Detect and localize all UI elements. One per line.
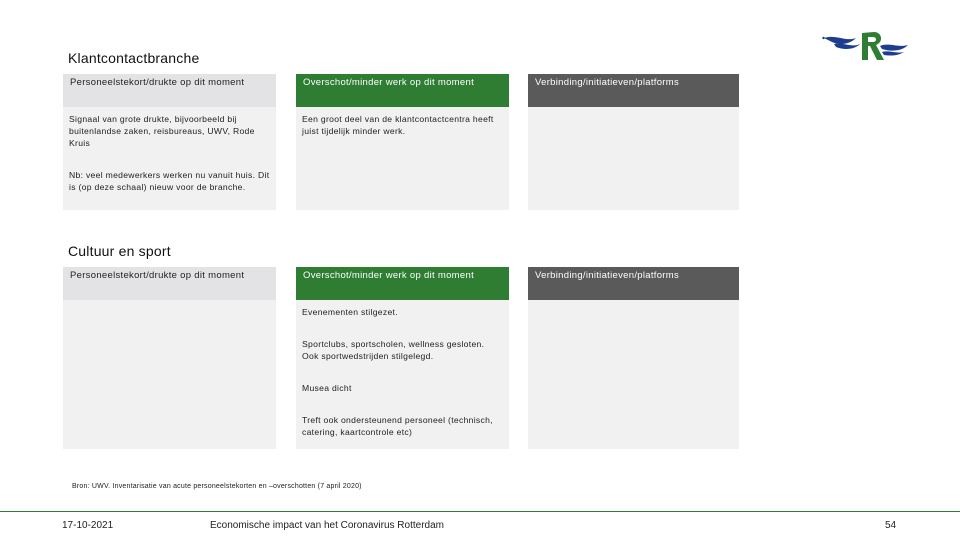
column-header: Verbinding/initiatieven/platforms (528, 74, 739, 107)
column-surplus-klantcontact (296, 74, 509, 210)
column-body (528, 300, 739, 449)
footer-title: Economische impact van het Coronavirus Rotterdam (210, 520, 444, 531)
section-title-klantcontact: Klantcontactbranche (68, 50, 200, 66)
column-initiatives-cultuur (528, 267, 739, 449)
footer-divider (0, 511, 960, 512)
column-header: Verbinding/initiatieven/platforms (528, 267, 739, 300)
column-initiatives-klantcontact (528, 74, 739, 210)
column-header: Personeelstekort/drukte op dit moment (63, 267, 276, 300)
column-body (296, 107, 509, 210)
column-paragraph: Evenementen stilgezet. (302, 307, 398, 317)
column-paragraph: Sportclubs, sportscholen, wellness gesloten. Ook sportwedstrijden stilgelegd. (302, 339, 485, 361)
column-header: Overschot/minder werk op dit moment (296, 267, 509, 300)
column-paragraph: Een groot deel van de klantcontactcentra heeft juist tijdelijk minder werk. (302, 114, 494, 136)
column-surplus-cultuur (296, 267, 509, 449)
column-paragraph: Treft ook ondersteunend personeel (technisch, catering, kaartcontrole etc) (302, 415, 493, 437)
column-body (63, 107, 276, 210)
footer-date: 17-10-2021 (62, 520, 114, 531)
column-header: Personeelstekort/drukte op dit moment (63, 74, 276, 107)
section-title-cultuur-sport: Cultuur en sport (68, 243, 171, 259)
rotterdam-r-logo-icon (822, 28, 910, 66)
column-paragraph: Signaal van grote drukte, bijvoorbeeld bij buitenlandse zaken, reisbureaus, UWV, Rode Kruis (69, 114, 255, 148)
column-paragraph: Nb: veel medewerkers werken nu vanuit huis. Dit is (op deze schaal) nieuw voor de branche. (69, 170, 270, 192)
column-header: Overschot/minder werk op dit moment (296, 74, 509, 107)
column-shortage-cultuur (63, 267, 276, 449)
column-paragraph: Musea dicht (302, 383, 352, 393)
column-body (63, 300, 276, 449)
column-body (528, 107, 739, 210)
column-body (296, 300, 509, 449)
page-number: 54 (885, 520, 897, 531)
source-note: Bron: UWV. Inventarisatie van acute personeelstekorten en –overschotten (7 april 2020) (72, 483, 362, 490)
column-shortage-klantcontact (63, 74, 276, 210)
